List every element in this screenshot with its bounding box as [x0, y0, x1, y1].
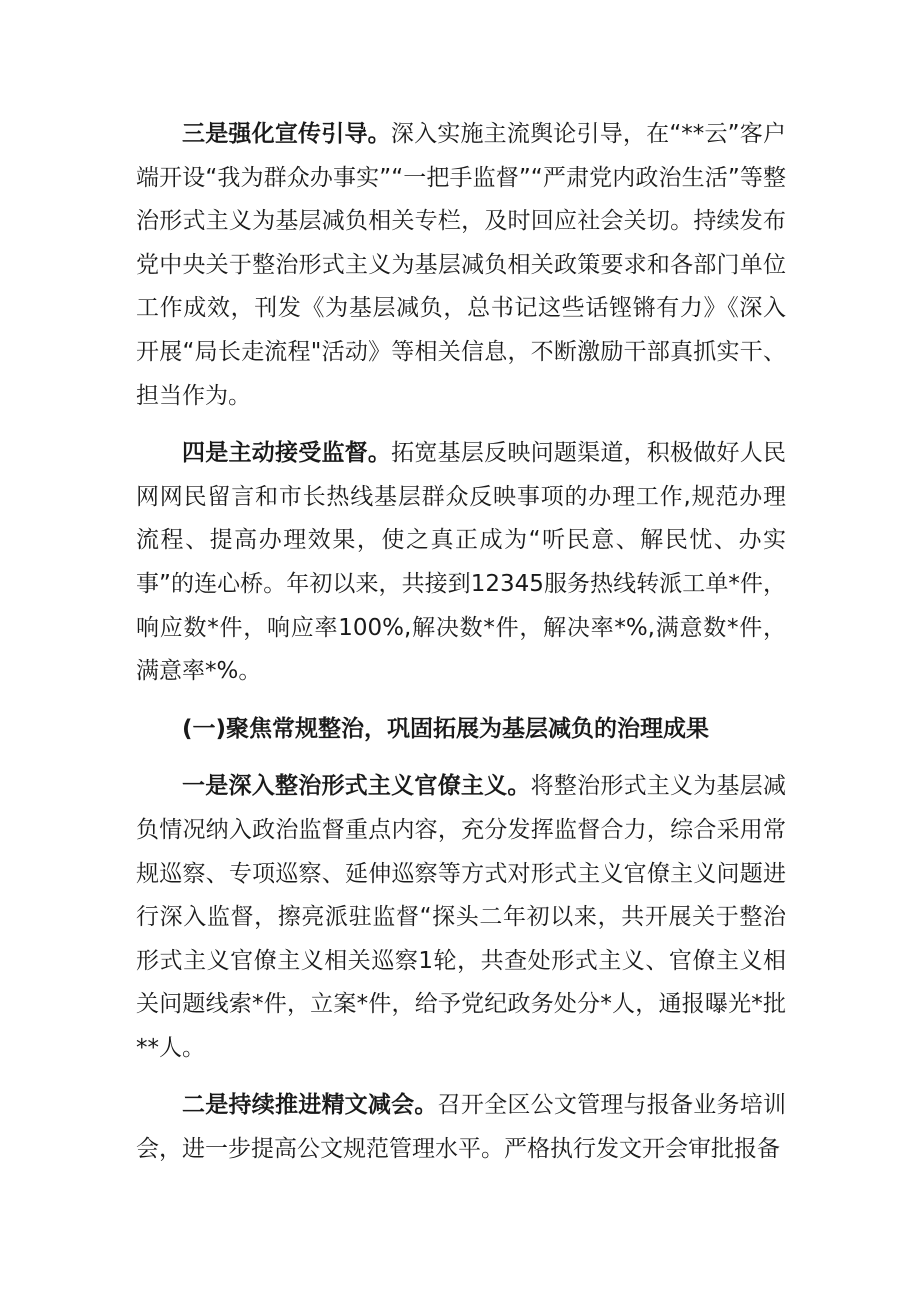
paragraph-supervision	[136, 432, 786, 694]
paragraph-streamline	[136, 1084, 786, 1171]
paragraph-lead: 二是持续推进精文减会。	[182, 1092, 438, 1119]
paragraph-text: 召开全区公文管理与报备业务培训会，进一步提高公文规范管理水平。严格执行发文开会审批报备	[136, 1092, 787, 1163]
paragraph-lead: 三是强化宣传引导。	[182, 121, 391, 147]
paragraph-publicity	[136, 113, 786, 418]
section-heading: (一)聚焦常规整治，巩固拓展为基层减负的治理成果	[182, 715, 710, 742]
document-body	[136, 113, 786, 1186]
paragraph-text: 深入实施主流舆论引导，在“**云”客户端开设“我为群众办事实”“一把手监督”“严肃党内政治生活”等整治形式主义为基层减负相关专栏，及时回应社会关切。持续发布党中央关于整治形式主义为基层减负相关政策要求和各部门单位工作成效，刊发《为基层减负，总书记这些话铿锵有力》《深入开展“局长走流程"活动》等相关信息，不断激励干部真抓实干、担当作为。	[136, 121, 786, 409]
paragraph-text: 将整治形式主义为基层减负情况纳入政治监督重点内容，充分发挥监督合力，综合采用常规巡察、专项巡察、延伸巡察等方式对形式主义官僚主义问题进行深入监督，擦亮派驻监督“探头二年初以来，共开展关于整治形式主义官僚主义相关巡察1轮，共查处形式主义、官僚主义相关问题线索*件，立案*件，给予党纪政务处分*人，通报曝光*批**人。	[136, 773, 787, 1061]
paragraph-formalism	[136, 765, 786, 1070]
paragraph-lead: 四是主动接受监督。	[182, 440, 392, 467]
paragraph-lead: 一是深入整治形式主义官僚主义。	[182, 773, 531, 800]
paragraph-text: 拓宽基层反映问题渠道，积极做好人民网网民留言和市长热线基层群众反映事项的办理工作,规范办理流程、提高办理效果，使之真正成为“听民意、解民忧、办实事”的连心桥。年初以来，共接到12345服务热线转派工单*件，响应数*件，响应率100%,解决数*件，解决率*%,满意数*件，满意率*%。	[136, 440, 787, 685]
